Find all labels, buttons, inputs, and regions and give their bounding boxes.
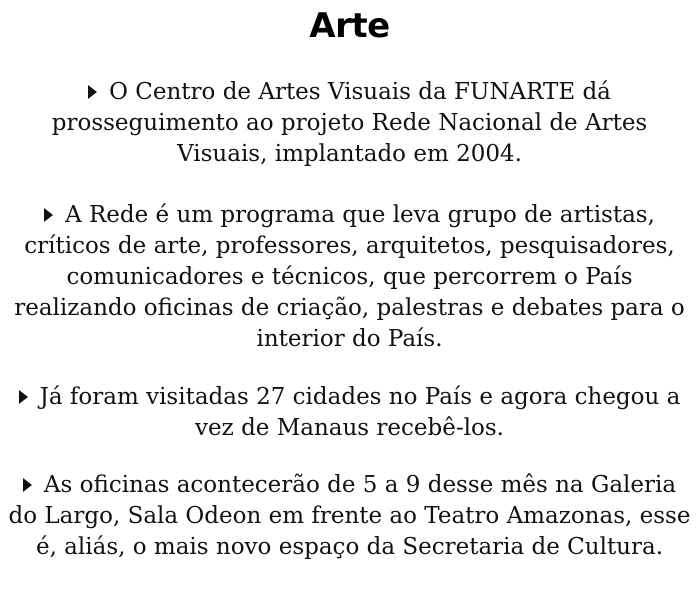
paragraph-1: [6, 77, 693, 170]
bullet-triangle-icon: [44, 208, 53, 222]
paragraph-2-text: A Rede é um programa que leva grupo de artistas, críticos de arte, professores, arquitetos, pesquisadores, comunicadores e técnicos, que percorrem o País realizando oficinas de criação, palestras e debates para o interior do País.: [14, 202, 685, 352]
paragraph-4: [6, 470, 693, 563]
bullet-triangle-icon: [88, 85, 97, 99]
paragraph-3: [6, 382, 693, 444]
paragraph-1-text: O Centro de Artes Visuais da FUNARTE dá prosseguimento ao projeto Rede Nacional de Artes Visuais, implantado em 2004.: [51, 79, 648, 167]
section-title: Arte: [309, 6, 390, 46]
bullet-triangle-icon: [19, 390, 28, 404]
paragraph-4-text: As oficinas acontecerão de 5 a 9 desse mês na Galeria do Largo, Sala Odeon em frente ao Teatro Amazonas, esse é, aliás, o mais novo espaço da Secretaria de Cultura.: [8, 472, 691, 560]
bullet-triangle-icon: [23, 478, 32, 492]
paragraph-2: [6, 200, 693, 355]
paragraph-3-text: Já foram visitadas 27 cidades no País e agora chegou a vez de Manaus recebê-los.: [39, 384, 681, 441]
